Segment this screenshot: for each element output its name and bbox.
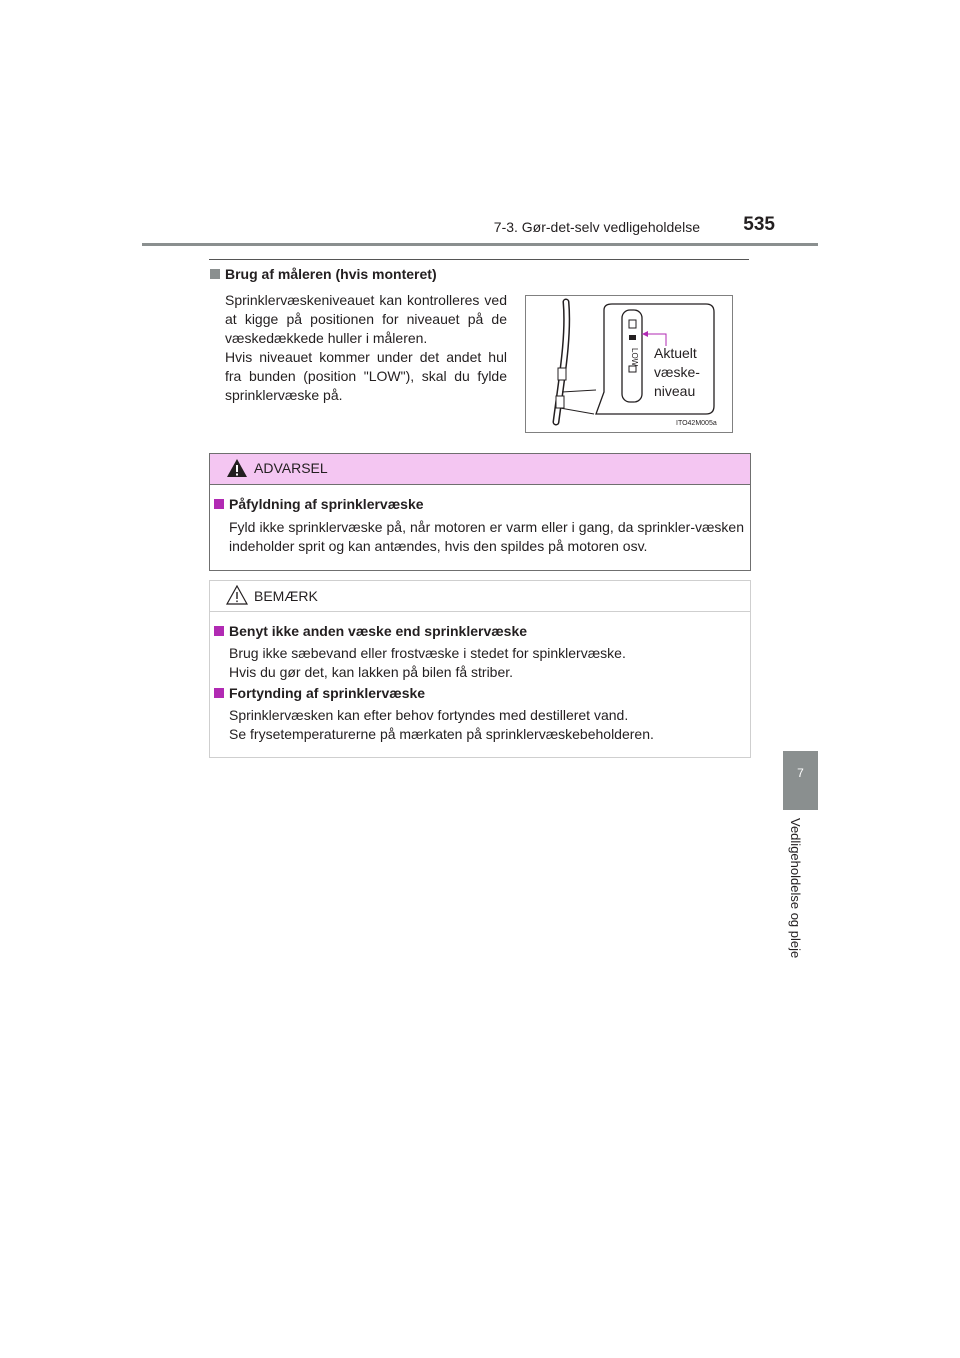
notice-item-text xyxy=(229,644,744,682)
figure-callout-label: Aktuelt væske- niveau xyxy=(654,345,700,399)
square-bullet-icon xyxy=(210,269,220,279)
notice-item-line: Hvis du gør det, kan lakken på bilen få striber. xyxy=(229,664,514,680)
warning-header xyxy=(210,454,750,485)
intro-paragraph: Hvis niveauet kommer under det andet hul fra bunden (position "LOW"), skal du fylde sprinklervæske på. xyxy=(225,349,507,403)
notice-box xyxy=(209,580,751,758)
notice-item-heading-text: Fortynding af sprinklervæske xyxy=(229,685,426,701)
notice-item-heading xyxy=(214,623,527,639)
notice-item-heading xyxy=(214,685,425,701)
square-bullet-icon xyxy=(214,688,224,698)
header-rule xyxy=(142,243,818,246)
notice-item-line: Brug ikke sæbevand eller frostvæske i stedet for spinklervæske. xyxy=(229,645,626,661)
notice-item-line: Se frysetemperaturerne på mærkaten på sprinklervæskebeholderen. xyxy=(229,726,654,742)
square-bullet-icon xyxy=(214,626,224,636)
chapter-title-vertical: Vedligeholdelse og pleje xyxy=(788,818,803,959)
section-intro xyxy=(225,291,507,405)
warning-item-text xyxy=(229,518,744,556)
gauge-low-mark: LOW xyxy=(630,348,639,367)
notice-header xyxy=(210,581,750,612)
warning-label: ADVARSEL xyxy=(254,460,328,476)
notice-item-heading-text: Benyt ikke anden væske end sprinklervæske xyxy=(229,623,528,639)
warning-triangle-icon xyxy=(226,458,248,478)
section-title-text: Brug af måleren (hvis monteret) xyxy=(225,266,437,282)
square-bullet-icon xyxy=(214,499,224,509)
page-number: 535 xyxy=(743,214,775,235)
notice-item-line: Sprinklervæsken kan efter behov fortyndes med destilleret vand. xyxy=(229,707,629,723)
warning-item-line: Fyld ikke sprinklervæske på, når motoren er varm eller i gang, da sprinkler-væsken indeholder sprit og kan antændes, hvis den spildes på motoren osv. xyxy=(229,519,744,554)
chapter-number: 7 xyxy=(797,766,804,780)
warning-item-heading-text: Påfyldning af sprinklervæske xyxy=(229,496,424,512)
section-top-rule xyxy=(209,259,749,260)
notice-label: BEMÆRK xyxy=(254,588,318,604)
notice-item-text xyxy=(229,706,744,744)
figure-code: ITO42M005a xyxy=(676,420,717,427)
section-title xyxy=(210,266,437,282)
running-header-title: 7-3. Gør-det-selv vedligeholdelse xyxy=(493,219,700,235)
chapter-tab xyxy=(783,751,818,810)
caution-triangle-icon xyxy=(226,585,248,605)
gauge-illustration xyxy=(525,295,733,433)
dipstick-gauge-drawing xyxy=(526,296,732,432)
warning-item-heading xyxy=(214,496,424,512)
intro-paragraph: Sprinklervæskeniveauet kan kontrolleres ved at kigge på positionen for niveauet på de væskedækkede huller i måleren. xyxy=(225,292,507,346)
warning-box xyxy=(209,453,751,571)
